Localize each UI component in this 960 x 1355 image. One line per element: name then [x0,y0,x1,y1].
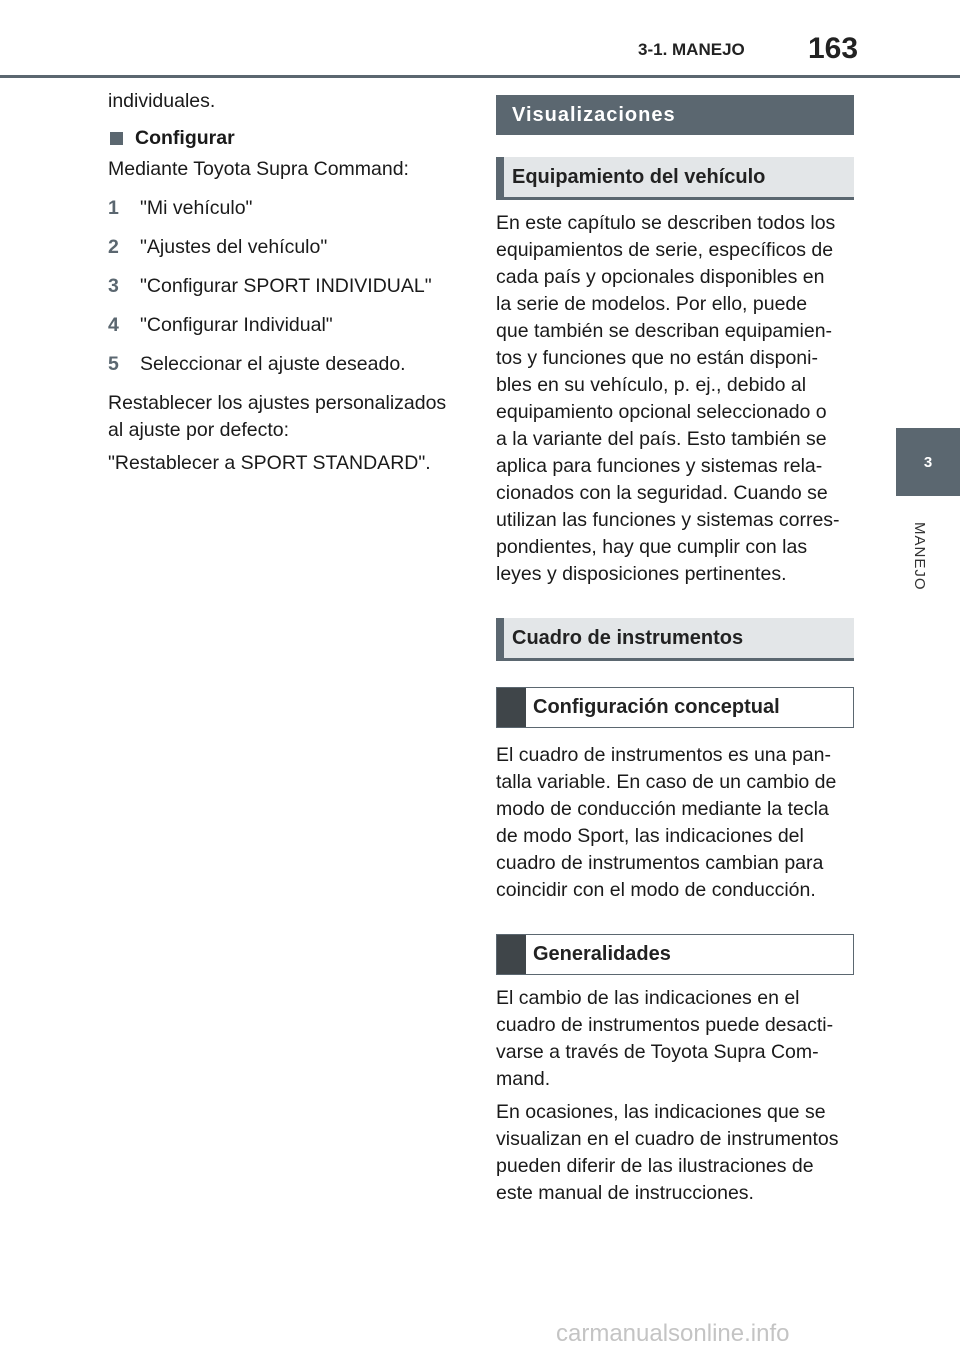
paragraph-line: a la variante del país. Esto también se [496,428,827,450]
chapter-number: 3 [923,453,933,471]
chapter-tab [896,428,960,496]
paragraph-line: En este capítulo se describen todos los [496,212,836,234]
subheading-label: Configurar [135,127,235,149]
subheading-configurar [108,127,458,150]
header-section-title: 3-1. MANEJO [638,40,745,59]
header-rule [0,75,960,78]
step-item [108,351,458,378]
heading-label: Generalidades [533,943,671,965]
step-number: 4 [108,314,119,336]
step-number: 1 [108,197,119,219]
page-number: 163 [808,32,859,65]
heading-equipamiento [496,157,854,200]
paragraph-line: la serie de modelos. Por ello, puede [496,293,808,315]
paragraph-line: En ocasiones, las indicaciones que se [496,1101,826,1123]
heading-visualizaciones: Visualizaciones [496,95,854,135]
paragraph-line: pueden diferir de las ilustraciones de [496,1155,814,1177]
paragraph-line: talla variable. En caso de un cambio de [496,771,837,793]
paragraph-line: tos y funciones que no están disponi- [496,347,818,369]
step-text: Seleccionar el ajuste deseado. [140,353,406,375]
paragraph-line: leyes y disposiciones pertinentes. [496,563,787,585]
watermark: carmanualsonline.info [556,1320,790,1347]
step-item [108,273,458,300]
step-item [108,195,458,222]
paragraph-line: El cambio de las indicaciones en el [496,987,800,1009]
paragraph-line: bles en su vehículo, p. ej., debido al [496,374,807,396]
general-paragraph [496,985,854,1093]
reset-action-text: "Restablecer a SPORT STANDARD". [108,452,431,474]
heading-generalidades [496,934,854,975]
paragraph-line: El cuadro de instrumentos es una pan- [496,744,831,766]
step-number: 3 [108,275,119,297]
step-text: "Configurar SPORT INDIVIDUAL" [140,275,432,297]
paragraph-line: varse a través de Toyota Supra Com- [496,1041,819,1063]
reset-text-line: al ajuste por defecto: [108,419,290,441]
paragraph-line: que también se describan equipamien- [496,320,833,342]
intro-text: individuales. [108,90,216,112]
left-column [108,88,458,477]
step-number: 2 [108,236,119,258]
step-text: "Configurar Individual" [140,314,333,336]
step-item [108,234,458,261]
step-item [108,312,458,339]
heading-configuracion-conceptual [496,687,854,728]
paragraph-line: cuadro de instrumentos cambian para [496,852,824,874]
heading-label: Cuadro de instrumentos [512,626,744,649]
reset-text-line: Restablecer los ajustes personalizados [108,392,447,414]
paragraph-line: de modo Sport, las indicaciones del [496,825,804,847]
paragraph-line: este manual de instrucciones. [496,1182,754,1204]
step-text: "Ajustes del vehículo" [140,236,328,258]
equipment-paragraph [496,210,854,588]
paragraph-line: equipamientos de serie, específicos de [496,239,834,261]
step-number: 5 [108,353,119,375]
paragraph-line: aplica para funciones y sistemas rela- [496,455,823,477]
paragraph-line: pondientes, hay que cumplir con las [496,536,808,558]
step-text: "Mi vehículo" [140,197,253,219]
via-text: Mediante Toyota Supra Command: [108,158,409,180]
heading-label: Configuración conceptual [533,696,780,718]
general-paragraph-2 [496,1099,854,1207]
right-column [496,95,854,1207]
paragraph-line: mand. [496,1068,551,1090]
paragraph-line: equipamiento opcional seleccionado o [496,401,827,423]
paragraph-line: cada país y opcionales disponibles en [496,266,825,288]
paragraph-line: cionados con la seguridad. Cuando se [496,482,828,504]
square-bullet-icon [110,132,123,145]
heading-cuadro-instrumentos [496,618,854,661]
heading-label: Equipamiento del vehículo [512,165,766,188]
paragraph-line: utilizan las funciones y sistemas corres- [496,509,840,531]
concept-paragraph [496,742,854,904]
paragraph-line: modo de conducción mediante la tecla [496,798,829,820]
paragraph-line: visualizan en el cuadro de instrumentos [496,1128,839,1150]
chapter-label: MANEJO [911,522,928,591]
paragraph-line: coincidir con el modo de conducción. [496,879,816,901]
paragraph-line: cuadro de instrumentos puede desacti- [496,1014,834,1036]
